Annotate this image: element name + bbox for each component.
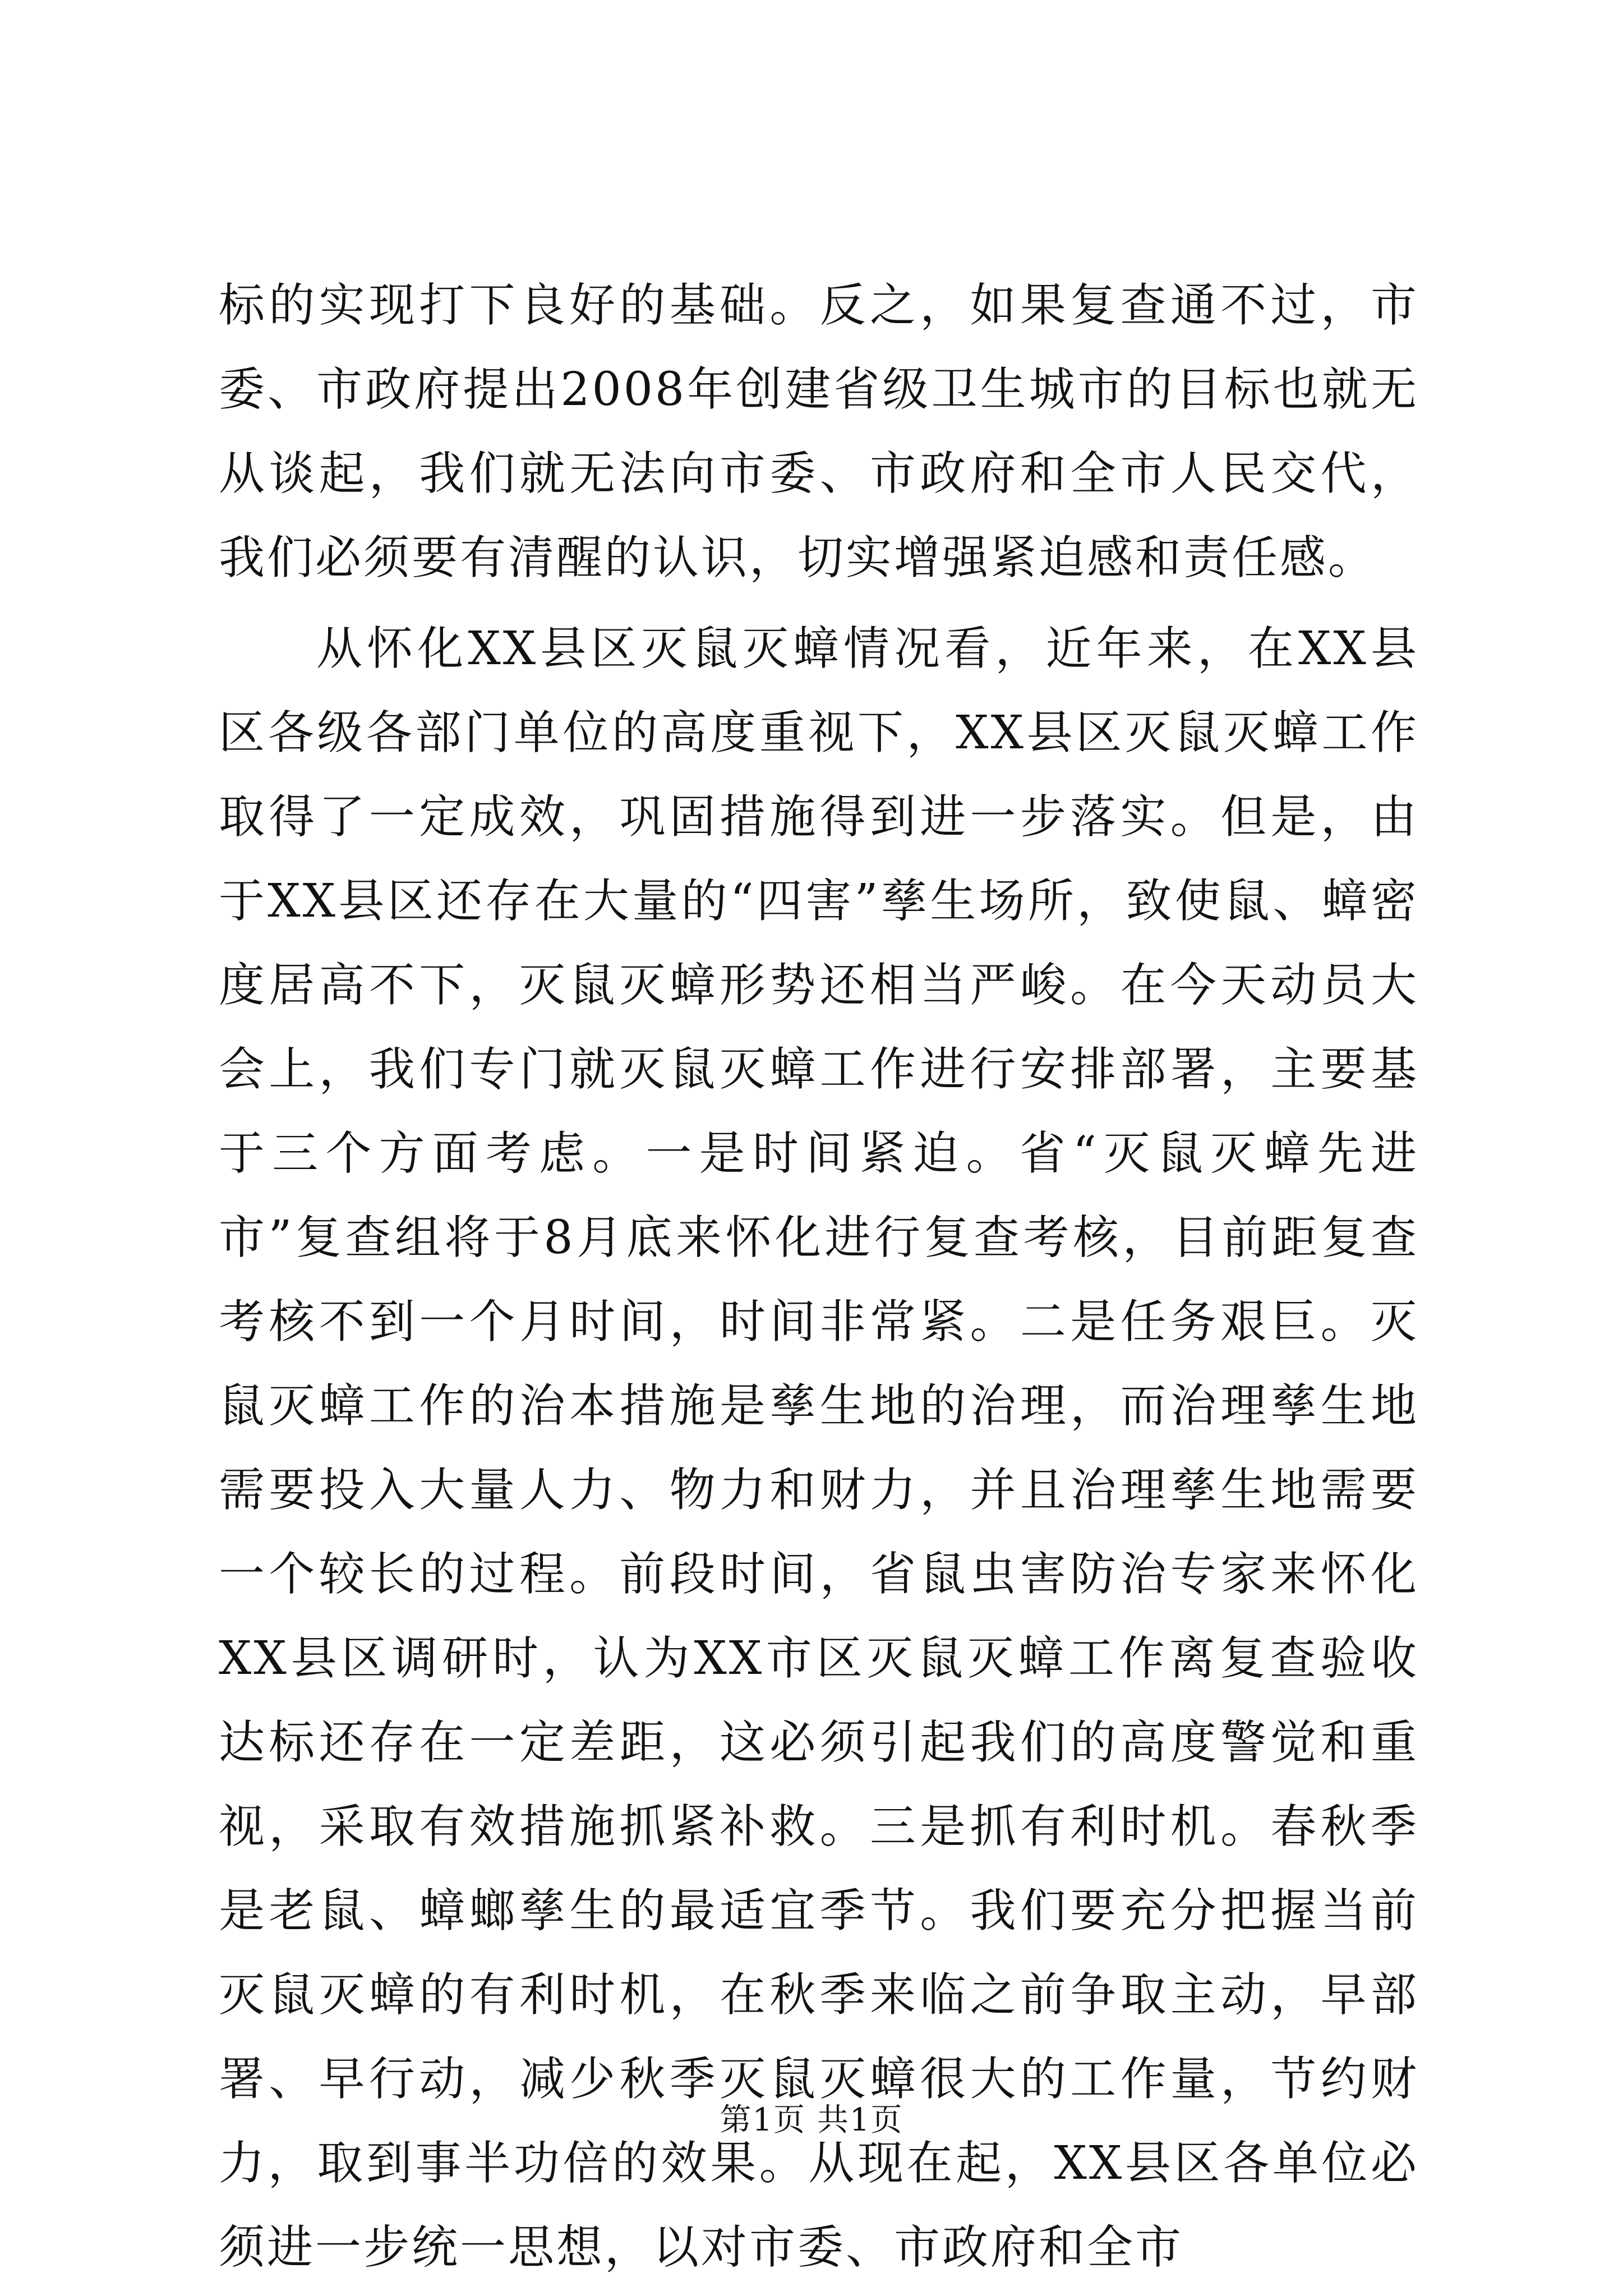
page-footer: 第1页 共1页 — [720, 2102, 903, 2138]
document-body — [219, 264, 1419, 2290]
paragraph: 从怀化XX县区灭鼠灭蟑情况看，近年来，在XX县区各级各部门单位的高度重视下，XX县区灭鼠灭蟑工作取得了一定成效，巩固措施得到进一步落实。但是，由于XX县区还存在大量的“四害”孳生场所，致使鼠、蟑密度居高不下，灭鼠灭蟑形势还相当严峻。在今天动员大会上，我们专门就灭鼠灭蟑工作进行安排部署，主要基于三个方面考虑。一是时间紧迫。省“灭鼠灭蟑先进市”复查组将于8月底来怀化进行复查考核，目前距复查考核不到一个月时间，时间非常紧。二是任务艰巨。灭鼠灭蟑工作的治本措施是孳生地的治理，而治理孳生地需要投入大量人力、物力和财力，并且治理孳生地需要一个较长的过程。前段时间，省鼠虫害防治专家来怀化XX县区调研时，认为XX市区灭鼠灭蟑工作离复查验收达标还存在一定差距，这必须引起我们的高度警觉和重视，采取有效措施抓紧补救。三是抓有利时机。春秋季是老鼠、蟑螂孳生的最适宜季节。我们要充分把握当前灭鼠灭蟑的有利时机，在秋季来临之前争取主动，早部署、早行动，减少秋季灭鼠灭蟑很大的工作量，节约财力，取到事半功倍的效果。从现在起，XX县区各单位必须进一步统一思想，以对市委、市政府和全市 — [219, 622, 1419, 2274]
paragraph-continued: 标的实现打下良好的基础。反之，如果复查通不过，市委、市政府提出2008年创建省级卫生城市的目标也就无从谈起，我们就无法向市委、市政府和全市人民交代，我们必须要有清醒的认识，切实增强紧迫感和责任感。 — [219, 279, 1419, 585]
